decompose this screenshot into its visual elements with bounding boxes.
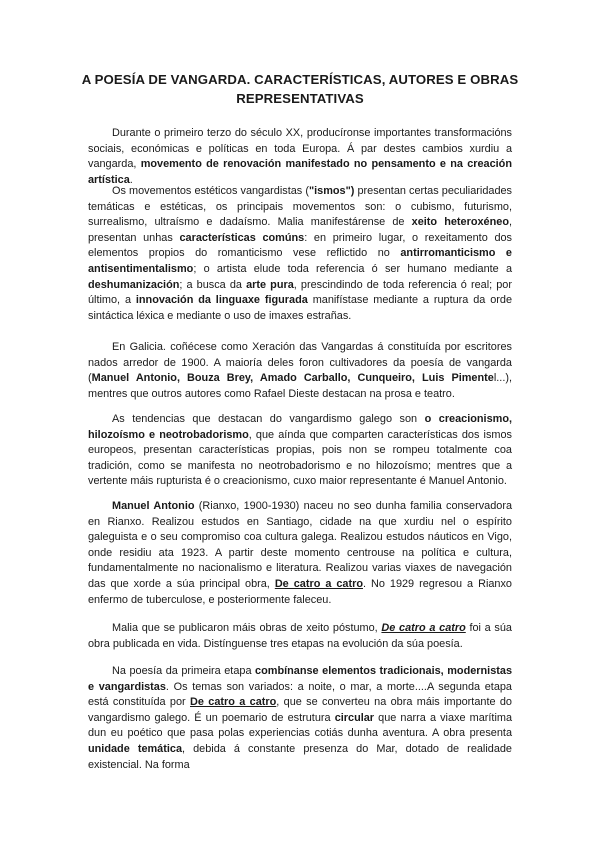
bold-text: combínanse elementos tradicionais, modernistas e vangardistas [88, 665, 513, 693]
bold-text: unidade temática [88, 742, 183, 755]
text: l...), mentres que outros autores como Rafael Dieste destacan na prosa e teatro. [88, 372, 512, 400]
text: As tendencias que destacan do vangardismo galego son [112, 413, 425, 425]
text: , presentan unhas [88, 216, 512, 244]
text: que narra a viaxe marítima dun eu poético que pasa polas experiencias cotiás dunha aventura. A obra presenta [88, 711, 512, 740]
text: : en primeiro lugar, o rexeitamento dos elementos propios do romanticismo vese reflictido no [88, 231, 512, 260]
paragraph-stages [88, 664, 512, 773]
text: Durante o primeiro terzo do século XX, producíronse importantes transformacións sociais, económicas e políticas en toda Europa. Á par destes cambios xurdiu a vangarda, [88, 127, 512, 171]
bold-text: antirromanticismo e antisentimentalismo [88, 247, 512, 275]
bold-text: Manuel Antonio [112, 500, 195, 512]
work-title: De catro a catro [190, 696, 277, 709]
text: ; a busca da [179, 278, 247, 291]
bold-text: o creacionismo, hilozoísmo e neotrobadorismo [88, 413, 512, 441]
paragraph-manuel-antonio [88, 499, 512, 608]
bold-text: circular [334, 711, 375, 724]
text: presentan certas peculiaridades temáticas e estéticas, os principais movementos son: o cubismo, futurismo, surrealismo, ultraísmo e dadaísmo. Malia manifestárense de [88, 185, 512, 229]
bold-text: "ismos") [308, 185, 355, 197]
text: Os movementos estéticos vangardistas ( [112, 185, 309, 197]
bold-text: arte pura [246, 278, 294, 291]
text: . No 1929 regresou a Rianxo enfermo de tuberculose, e posteriormente faleceu. [88, 577, 512, 606]
text: . Os temas son variados: a noite, o mar, a morte....A segunda etapa está constituída por [88, 680, 512, 709]
text: . [129, 173, 133, 186]
text: foi a súa obra publicada en vida. Distínguense tres etapas na evolución da súa poesía. [88, 622, 512, 650]
text: Malia que se publicaron máis obras de xeito póstumo, [112, 622, 382, 634]
work-title: De catro a catro [274, 577, 363, 590]
bold-text: características comúns [179, 231, 305, 244]
text: (Rianxo, 1900-1930) naceu no seo dunha familia conservadora en Rianxo. Realizou estudos en Santiago, cidade na que xurdiu nel o espírito galeguista e o seu compromiso coa cultura galega. Realizou estudos náuticos en Vigo, onde residiu ata 1923. A partir deste momento centrouse na política e cultura, fundamentalmente no nacionalismo e literatura. Realizou varias viaxes de navegación das que xorde a súa principal obra, [88, 500, 513, 590]
text: manifístase mediante a ruptura da orde sintáctica léxica e mediante o uso de imaxes estrañas. [88, 294, 512, 322]
document-title: A POESÍA DE VANGARDA. CARACTERÍSTICAS, AUTORES E OBRAS REPRESENTATIVAS [81, 72, 519, 106]
bold-text: innovación da linguaxe figurada [135, 294, 308, 307]
bold-text: deshumanización [88, 278, 180, 291]
paragraph-tendencies [88, 412, 512, 490]
text: , que aínda que comparten características dos ismos europeos, presentan características propias, pois non se rompeu totalmente coa tradición, como se manifesta no neotrobadorismo e no hilozoísmo; mentres que a vertente máis rupturista é o creacionismo, cuxo maior representante é Manuel Antonio. [88, 428, 513, 488]
text: ; o artista elude toda referencia ó ser humano mediante a [193, 262, 512, 275]
text: , debida á constante presenza do Mar, dotado de realidade existencial. Na forma [88, 742, 512, 771]
text: En Galicia. coñécese como Xeración das Vangardas á constituída por escritores nados arredor de 1900. A maioría deles foron cultivadores da poesía de vangarda ( [88, 341, 512, 385]
text: Na poesía da primeira etapa [112, 665, 256, 677]
paragraph-galicia [88, 340, 512, 402]
text: , prescindindo de toda referencia ó real; por último, a [88, 278, 512, 307]
text: , que se converteu na obra máis importante do vangardismo galego. É un poemario de estrutura [88, 696, 512, 724]
bold-text: Manuel Antonio, Bouza Brey, Amado Carballo, Cunqueiro, Luis Pimente [91, 372, 494, 385]
paragraph-movements [88, 184, 512, 324]
bold-text: movemento de renovación manifestado no pensamento e na creación artística [88, 158, 512, 186]
bold-text: xeito heteroxéneo [411, 216, 509, 229]
work-title: De catro a catro [381, 622, 466, 634]
paragraph-works [88, 621, 512, 652]
paragraph-intro [88, 126, 512, 188]
